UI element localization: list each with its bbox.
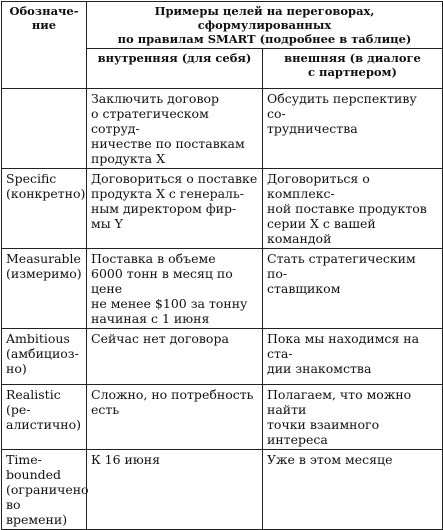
- table-row: [2, 385, 443, 450]
- table-row: [2, 450, 443, 530]
- header-internal: внутренняя (для себя): [87, 49, 263, 89]
- term-cell: Ambitious (амбициоз- но): [2, 329, 87, 385]
- internal-goal-cell: Договориться о поставке продукта X с генераль- ным директором фир- мы Y: [87, 169, 263, 249]
- header-row-top: [2, 2, 443, 49]
- internal-goal-cell: К 16 июня: [87, 450, 263, 530]
- header-goals-group: Примеры целей на переговорах, сформулированных по правилам SMART (подробнее в таблице): [87, 2, 443, 49]
- internal-goal-cell: Поставка в объеме 6000 тонн в месяц по цене не менее $100 за тонну начиная с 1 июня: [87, 249, 263, 329]
- external-goal-cell: Пока мы находимся на ста- дии знакомства: [263, 329, 443, 385]
- term-cell: Specific (конкретно): [2, 169, 87, 249]
- internal-goal-cell: Сложно, но потребность есть: [87, 385, 263, 450]
- term-cell: [2, 89, 87, 169]
- external-goal-cell: Полагаем, что можно найти точки взаимного интереса: [263, 385, 443, 450]
- term-cell: Measurable (измеримо): [2, 249, 87, 329]
- external-goal-cell: Обсудить перспективу со- трудничества: [263, 89, 443, 169]
- internal-goal-cell: Заключить договор о стратегическом сотруд- ничестве по поставкам продукта X: [87, 89, 263, 169]
- external-goal-cell: Стать стратегическим по- ставщиком: [263, 249, 443, 329]
- table-row: [2, 169, 443, 249]
- table-row: [2, 329, 443, 385]
- external-goal-cell: Уже в этом месяце: [263, 450, 443, 530]
- table-row: [2, 249, 443, 329]
- header-external: внешняя (в диалоге с партнером): [263, 49, 443, 89]
- smart-goals-table: [1, 1, 443, 530]
- external-goal-cell: Договориться о комплекс- ной поставке продуктов серии X с вашей командой: [263, 169, 443, 249]
- term-cell: Realistic (ре- алистично): [2, 385, 87, 450]
- internal-goal-cell: Сейчас нет договора: [87, 329, 263, 385]
- term-cell: Time- bounded (ограничено во времени): [2, 450, 87, 530]
- table-row: [2, 89, 443, 169]
- header-designation: Обозначе- ние: [2, 2, 87, 89]
